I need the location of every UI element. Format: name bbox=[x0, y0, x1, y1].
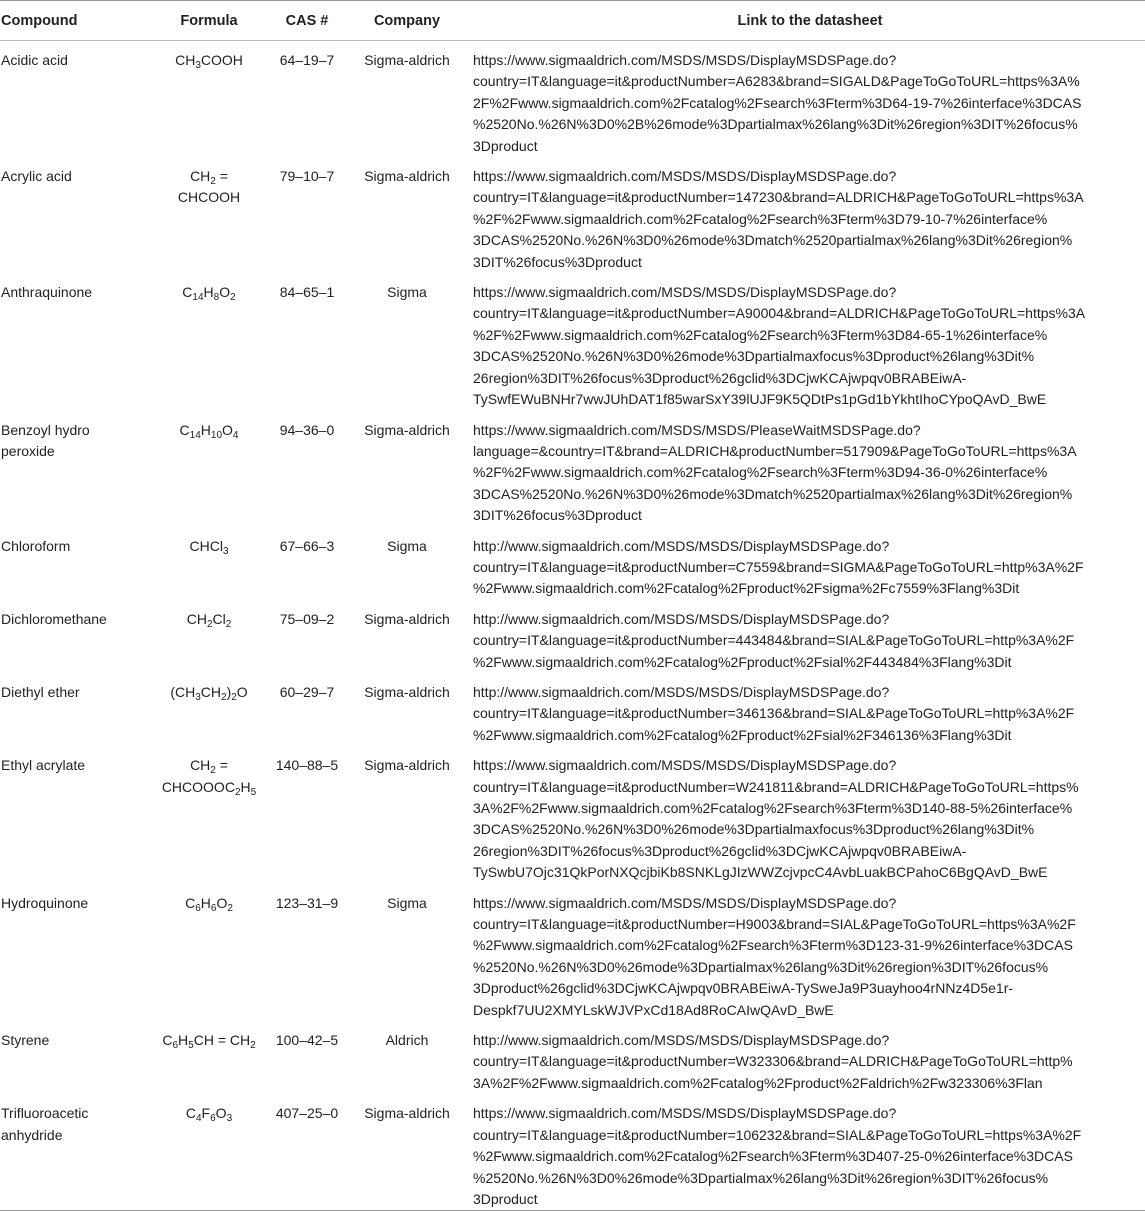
formula-text: CH bbox=[200, 683, 221, 700]
datasheet-link[interactable]: http://www.sigmaaldrich.com/MSDS/MSDS/DisplayMSDSPage.do? country=IT&language=it&productNumber=W323306&brand=ALDRICH&PageToGoToURL=http% 3A%2F%2Fwww.sigmaaldrich.com%2Fcatalog%2Fproduct%2Faldrich%2Fw323306%3Flan bbox=[473, 1032, 1073, 1091]
formula-subscript: 8 bbox=[213, 292, 220, 304]
formula-text: Cl bbox=[212, 610, 226, 627]
cas-cell: 64–19–7 bbox=[279, 52, 335, 68]
formula-subscript: 2 bbox=[210, 765, 216, 777]
cas-cell: 84–65–1 bbox=[279, 284, 335, 301]
table-row bbox=[0, 673, 1145, 746]
company-cell: Sigma-aldrich bbox=[364, 757, 450, 774]
cas-cell: 60–29–7 bbox=[279, 683, 335, 700]
formula-cell bbox=[146, 884, 272, 1021]
formula-subscript: 2 bbox=[210, 176, 216, 188]
table-row bbox=[0, 600, 1145, 673]
formula-text: = CHCOOH bbox=[177, 168, 241, 206]
company-cell: Sigma-aldrich bbox=[364, 610, 450, 627]
table-row bbox=[0, 1021, 1145, 1094]
formula-subscript: 2 bbox=[250, 1040, 256, 1052]
header-cas: CAS # bbox=[272, 1, 342, 41]
formula-subscript: 5 bbox=[188, 1040, 194, 1052]
company-cell: Sigma-aldrich bbox=[364, 52, 450, 68]
compound-cell: Diethyl ether bbox=[1, 683, 80, 700]
header-compound: Compound bbox=[0, 1, 146, 41]
formula-text: C bbox=[162, 1032, 173, 1049]
compound-cell: Dichloromethane bbox=[1, 610, 107, 627]
datasheet-link[interactable]: https://www.sigmaaldrich.com/MSDS/MSDS/DisplayMSDSPage.do? country=IT&language=it&productNumber=W241811&brand=ALDRICH&PageToGoToURL=https% 3A%2F%2Fwww.sigmaaldrich.com%2Fcatalog%2Fsearch%3Fterm%3D140-88-5%26interface% 3DCAS%2520No.%26N%3D0%26mode%3Dpartialmaxfocus%3Dproduct%26lang%3Dit% 26region%3DIT%26focus%3Dproduct%26gclid%3DCjwKCAjwpqv0BRABEiwA- TySwbU7Ojc31QkPorNXQcjbiKb8SNKLgJIzWWZcjvpcC4AvbLuakBCPahoC6BgQAvD_BwE bbox=[473, 757, 1079, 881]
datasheet-link[interactable]: https://www.sigmaaldrich.com/MSDS/MSDS/DisplayMSDSPage.do? country=IT&language=it&productNumber=A90004&brand=ALDRICH&PageToGoToURL=https%3A %2F%2Fwww.sigmaaldrich.com%2Fcatalog%2Fsearch%3Fterm%3D84-65-1%26interface% 3DCAS%2520No.%26N%3D0%26mode%3Dpartialmaxfocus%3Dproduct%26lang%3Dit% 26region%3DIT%26focus%3Dproduct%26gclid%3DCjwKCAjwpqv0BRABEiwA- TySwfEWuBNHr7wwJUhDAT1f85warSxY39lUJF9K5QDtPs1pGd1bYkhtIhoCYpoQAvD_BwE bbox=[473, 284, 1086, 408]
formula-text: CH bbox=[190, 757, 211, 774]
compound-cell: Acidic acid bbox=[1, 52, 68, 68]
cas-cell: 94–36–0 bbox=[279, 421, 335, 438]
formula-subscript: 4 bbox=[232, 429, 239, 441]
compound-cell: Anthraquinone bbox=[1, 284, 93, 301]
formula-cell bbox=[146, 41, 272, 158]
formula-cell bbox=[146, 157, 272, 273]
formula-text: C bbox=[185, 894, 196, 911]
formula-subscript: 10 bbox=[210, 429, 223, 441]
datasheet-link[interactable]: https://www.sigmaaldrich.com/MSDS/MSDS/DisplayMSDSPage.do? country=IT&language=it&productNumber=A6283&brand=SIGALD&PageToGoToURL=https%3A% 2F%2Fwww.sigmaaldrich.com%2Fcatalog%2Fsearch%3Fterm%3D64-19-7%26interface%3DCAS %2520No.%26N%3D0%2B%26mode%3Dpartialmax%26lang%3Dit%26region%3DIT%26focus% 3Dproduct bbox=[473, 52, 1082, 154]
formula-subscript: 6 bbox=[172, 1040, 179, 1052]
formula-cell bbox=[146, 746, 272, 883]
formula-text: C bbox=[182, 284, 193, 301]
datasheet-link[interactable]: http://www.sigmaaldrich.com/MSDS/MSDS/DisplayMSDSPage.do? country=IT&language=it&productNumber=C7559&brand=SIGMA&PageToGoToURL=http%3A%2F %2Fwww.sigmaaldrich.com%2Fcatalog%2Fproduct%2Fsigma%2Fc7559%3Flang%3Dit bbox=[473, 537, 1084, 597]
company-cell: Sigma-aldrich bbox=[364, 421, 450, 438]
compound-cell: Acrylic acid bbox=[1, 168, 72, 185]
compound-cell: Chloroform bbox=[1, 537, 71, 554]
header-row bbox=[0, 1, 1145, 41]
compound-cell: Benzoyl hydro peroxide bbox=[1, 421, 90, 459]
formula-subscript: 3 bbox=[195, 60, 201, 71]
formula-subscript: 14 bbox=[189, 429, 201, 441]
formula-subscript: 2 bbox=[221, 691, 227, 703]
formula-subscript: 6 bbox=[210, 902, 217, 914]
formula-cell bbox=[146, 673, 272, 746]
formula-text: H bbox=[203, 284, 214, 301]
cas-cell: 79–10–7 bbox=[279, 168, 335, 185]
table-row bbox=[0, 411, 1145, 527]
company-cell: Sigma bbox=[387, 894, 427, 911]
formula-subscript: 3 bbox=[222, 545, 229, 557]
table-row bbox=[0, 1094, 1145, 1211]
formula-text: ) bbox=[226, 683, 232, 700]
cas-cell: 100–42–5 bbox=[275, 1032, 339, 1049]
formula-text: C bbox=[179, 421, 190, 438]
table-row bbox=[0, 527, 1145, 600]
formula-subscript: 2 bbox=[234, 786, 241, 798]
table-row bbox=[0, 746, 1145, 883]
formula-text: CH bbox=[190, 168, 211, 185]
formula-subscript: 2 bbox=[230, 292, 236, 304]
formula-text: CH bbox=[175, 52, 196, 68]
formula-text: O bbox=[215, 1105, 227, 1122]
formula-text: = CHCOOOC bbox=[161, 757, 235, 795]
formula-cell bbox=[146, 527, 272, 600]
formula-text: O bbox=[236, 683, 248, 700]
formula-text: (CH bbox=[170, 683, 196, 700]
formula-text: CH bbox=[186, 610, 207, 627]
compound-cell: Styrene bbox=[1, 1032, 50, 1049]
header-formula: Formula bbox=[146, 1, 272, 41]
formula-cell bbox=[146, 411, 272, 527]
formula-text: COOH bbox=[200, 52, 243, 68]
header-link: Link to the datasheet bbox=[472, 1, 1145, 41]
cas-cell: 140–88–5 bbox=[275, 757, 339, 774]
datasheet-link[interactable]: https://www.sigmaaldrich.com/MSDS/MSDS/PleaseWaitMSDSPage.do? language=&country=IT&brand=ALDRICH&productNumber=517909&PageToGoToURL=https%3A %2F%2Fwww.sigmaaldrich.com%2Fcatalog%2Fsearch%3Fterm%3D94-36-0%26interface% 3DCAS%2520No.%26N%3D0%26mode%3Dmatch%2520partialmax%26lang%3Dit%26region% 3DIT%26focus%3Dproduct bbox=[473, 421, 1077, 524]
formula-text: CHCl bbox=[189, 537, 223, 554]
company-cell: Sigma bbox=[387, 537, 427, 554]
company-cell: Sigma-aldrich bbox=[364, 683, 450, 700]
datasheet-link[interactable]: https://www.sigmaaldrich.com/MSDS/MSDS/DisplayMSDSPage.do? country=IT&language=it&productNumber=H9003&brand=SIAL&PageToGoToURL=https%3A%2F %2Fwww.sigmaaldrich.com%2Fcatalog%2Fsearch%3Fterm%3D123-31-9%26interface%3DCAS %2520No.%26N%3D0%26mode%3Dpartialmax%26lang%3Dit%26region%3DIT%26focus% 3Dproduct%26gclid%3DCjwKCAjwpqv0BRABEiwA-TySweJa9P3uayhoo4rNNz4D5e1r- Despkf7UU2XMYLskWJVPxCd18Ad8RoCAIwQAvD_BwE bbox=[473, 894, 1076, 1018]
formula-subscript: 2 bbox=[231, 691, 237, 703]
formula-cell bbox=[146, 1094, 272, 1211]
company-cell: Sigma bbox=[387, 284, 427, 301]
formula-subscript: 14 bbox=[192, 292, 204, 304]
formula-text: C bbox=[185, 1105, 196, 1122]
formula-subscript: 2 bbox=[227, 902, 233, 914]
formula-text: H bbox=[240, 778, 251, 795]
formula-subscript: 2 bbox=[206, 618, 213, 630]
formula-subscript: 4 bbox=[195, 1113, 202, 1125]
table-row bbox=[0, 884, 1145, 1021]
datasheet-link[interactable]: https://www.sigmaaldrich.com/MSDS/MSDS/DisplayMSDSPage.do? country=IT&language=it&productNumber=106232&brand=SIAL&PageToGoToURL=https%3A%2F %2Fwww.sigmaaldrich.com%2Fcatalog%2Fsearch%3Fterm%3D407-25-0%26interface%3DCAS %2520No.%26N%3D0%26mode%3Dpartialmax%26lang%3Dit%26region%3DIT%26focus% 3Dproduct bbox=[472, 1094, 1145, 1211]
compound-cell: Ethyl acrylate bbox=[1, 757, 86, 774]
company-cell: Sigma-aldrich bbox=[364, 168, 450, 185]
cas-cell: 75–09–2 bbox=[279, 610, 335, 627]
formula-cell bbox=[146, 273, 272, 410]
datasheet-link[interactable]: http://www.sigmaaldrich.com/MSDS/MSDS/DisplayMSDSPage.do? country=IT&language=it&productNumber=443484&brand=SIAL&PageToGoToURL=http%3A%2F %2Fwww.sigmaaldrich.com%2Fcatalog%2Fproduct%2Fsial%2F443484%3Flang%3Dit bbox=[473, 610, 1075, 670]
formula-text: H bbox=[200, 894, 211, 911]
datasheet-link[interactable]: http://www.sigmaaldrich.com/MSDS/MSDS/DisplayMSDSPage.do? country=IT&language=it&productNumber=346136&brand=SIAL&PageToGoToURL=http%3A%2F %2Fwww.sigmaaldrich.com%2Fcatalog%2Fproduct%2Fsial%2F346136%3Flang%3Dit bbox=[473, 683, 1075, 743]
table-row bbox=[0, 157, 1145, 273]
formula-subscript: 6 bbox=[195, 902, 201, 914]
formula-subscript: 2 bbox=[225, 618, 232, 630]
formula-subscript: 3 bbox=[226, 1113, 233, 1125]
cas-cell: 407–25–0 bbox=[272, 1094, 342, 1211]
cas-cell: 67–66–3 bbox=[279, 537, 335, 554]
table-row bbox=[0, 41, 1145, 158]
formula-text: H bbox=[178, 1032, 189, 1049]
formula-text: O bbox=[219, 284, 231, 301]
formula-text: CH = CH bbox=[193, 1032, 251, 1049]
company-cell: Sigma-aldrich bbox=[342, 1094, 472, 1211]
formula-subscript: 6 bbox=[210, 1113, 216, 1125]
formula-text: O bbox=[216, 894, 228, 911]
formula-text: O bbox=[222, 421, 233, 438]
compound-cell: Hydroquinone bbox=[1, 894, 89, 911]
datasheet-link[interactable]: https://www.sigmaaldrich.com/MSDS/MSDS/DisplayMSDSPage.do? country=IT&language=it&productNumber=147230&brand=ALDRICH&PageToGoToURL=https%3A %2F%2Fwww.sigmaaldrich.com%2Fcatalog%2Fsearch%3Fterm%3D79-10-7%26interface% 3DCAS%2520No.%26N%3D0%26mode%3Dmatch%2520partialmax%26lang%3Dit%26region% 3DIT%26focus%3Dproduct bbox=[473, 168, 1084, 270]
company-cell: Aldrich bbox=[385, 1032, 429, 1049]
formula-subscript: 3 bbox=[195, 691, 201, 703]
table-row bbox=[0, 273, 1145, 410]
compound-cell: Trifluoroacetic anhydride bbox=[0, 1094, 146, 1211]
cas-cell: 123–31–9 bbox=[275, 894, 339, 911]
formula-cell bbox=[146, 1021, 272, 1094]
formula-text: H bbox=[200, 421, 211, 438]
formula-cell bbox=[146, 600, 272, 673]
header-company: Company bbox=[342, 1, 472, 41]
formula-text: F bbox=[201, 1105, 211, 1122]
formula-subscript: 5 bbox=[250, 786, 257, 798]
